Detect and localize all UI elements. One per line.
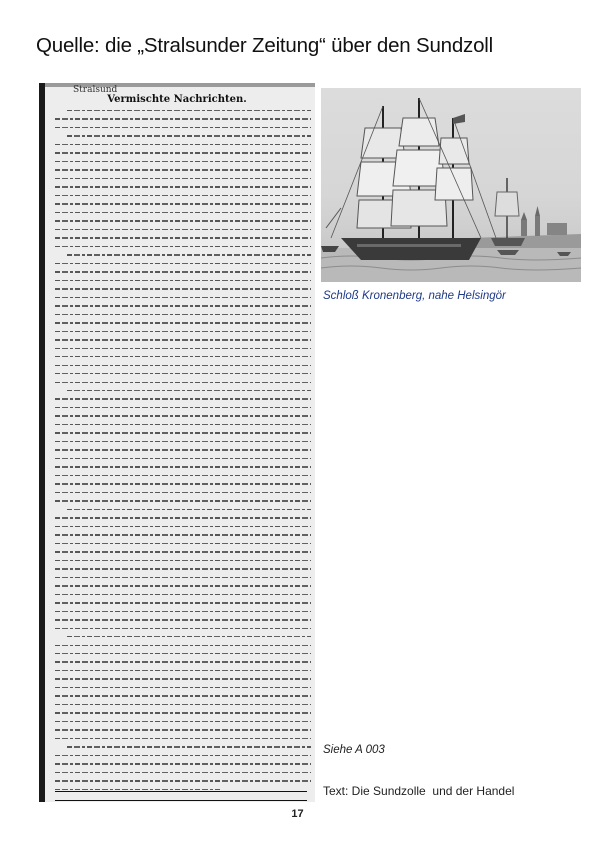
scan-text-line <box>55 280 311 281</box>
scan-text-line <box>55 424 311 425</box>
scan-text-line <box>67 746 311 747</box>
image-caption: Schloß Kronenberg, nahe Helsingör <box>323 290 506 302</box>
scan-underline <box>55 791 307 792</box>
scan-masthead: Stralsund <box>73 85 118 95</box>
scan-text-line <box>55 475 311 476</box>
scan-text-line <box>55 721 311 722</box>
scan-article-text <box>55 110 311 802</box>
scan-text-line <box>55 322 311 323</box>
scan-text-line <box>55 628 311 629</box>
scan-text-line <box>55 577 311 578</box>
scan-text-line <box>55 789 221 790</box>
scan-underline <box>55 800 307 801</box>
scan-text-line <box>55 288 311 289</box>
scan-text-line <box>55 407 311 408</box>
scan-text-line <box>55 263 311 264</box>
scan-text-line <box>55 500 311 501</box>
scan-text-line <box>55 483 311 484</box>
scan-text-line <box>55 738 311 739</box>
scan-text-line <box>55 373 311 374</box>
scan-text-line <box>55 339 311 340</box>
newspaper-scan <box>39 83 315 802</box>
scan-text-line <box>55 585 311 586</box>
scan-text-line <box>67 254 311 255</box>
scan-text-line <box>55 712 311 713</box>
page-number: 17 <box>291 808 304 820</box>
scan-text-line <box>55 398 311 399</box>
scan-text-line <box>55 763 311 764</box>
scan-text-line <box>55 348 311 349</box>
scan-text-line <box>55 526 311 527</box>
text-note: Text: Die Sundzolle und der Handel <box>323 784 515 798</box>
scan-text-line <box>55 619 311 620</box>
scan-text-line <box>55 687 311 688</box>
scan-text-line <box>55 195 311 196</box>
scan-text-line <box>55 356 311 357</box>
scan-text-line <box>55 517 311 518</box>
scan-text-line <box>55 780 311 781</box>
scan-text-line <box>55 144 311 145</box>
scan-text-line <box>55 661 311 662</box>
scan-text-line <box>55 645 311 646</box>
scan-text-line <box>55 466 311 467</box>
scan-text-line <box>55 458 311 459</box>
scan-text-line <box>55 755 311 756</box>
scan-text-line <box>55 203 311 204</box>
reference-note: Siehe A 003 <box>323 744 385 756</box>
scan-text-line <box>55 602 311 603</box>
scan-text-line <box>55 551 311 552</box>
scan-text-line <box>55 534 311 535</box>
page-title: Quelle: die „Stralsunder Zeitung“ über den Sundzoll <box>36 34 494 57</box>
scan-text-line <box>55 772 311 773</box>
scan-text-line <box>55 415 311 416</box>
scan-text-line <box>55 492 311 493</box>
scan-text-line <box>55 432 311 433</box>
scan-text-line <box>67 110 311 111</box>
scan-text-line <box>55 611 311 612</box>
scan-text-line <box>55 449 311 450</box>
scan-text-line <box>55 678 311 679</box>
scan-text-line <box>55 118 311 119</box>
scan-text-line <box>55 161 311 162</box>
scan-text-line <box>55 560 311 561</box>
scan-text-line <box>55 297 311 298</box>
scan-text-line <box>55 186 311 187</box>
scan-text-line <box>55 178 311 179</box>
scan-text-line <box>55 331 311 332</box>
scan-text-line <box>55 382 311 383</box>
scan-text-line <box>55 594 311 595</box>
ship-engraving-image <box>321 88 581 282</box>
scan-text-line <box>55 127 311 128</box>
scan-text-line <box>67 509 311 510</box>
scan-text-line <box>55 543 311 544</box>
scan-text-line <box>55 365 311 366</box>
scan-text-line <box>55 568 311 569</box>
scan-text-line <box>55 695 311 696</box>
scan-text-line <box>55 670 311 671</box>
scan-text-line <box>55 305 311 306</box>
scan-heading: Vermischte Nachrichten. <box>107 94 247 105</box>
scan-text-line <box>55 246 311 247</box>
scan-text-line <box>55 237 311 238</box>
scan-text-line <box>67 135 311 136</box>
scan-text-line <box>55 653 311 654</box>
scan-text-line <box>55 212 311 213</box>
scan-text-line <box>55 169 311 170</box>
scan-text-line <box>55 152 311 153</box>
scan-text-line <box>67 636 311 637</box>
scan-text-line <box>55 704 311 705</box>
scan-text-line <box>55 729 311 730</box>
scan-text-line <box>55 441 311 442</box>
scan-text-line <box>55 229 311 230</box>
scan-text-line <box>55 220 311 221</box>
scan-text-line <box>55 314 311 315</box>
scan-text-line <box>67 390 311 391</box>
scan-text-line <box>55 271 311 272</box>
